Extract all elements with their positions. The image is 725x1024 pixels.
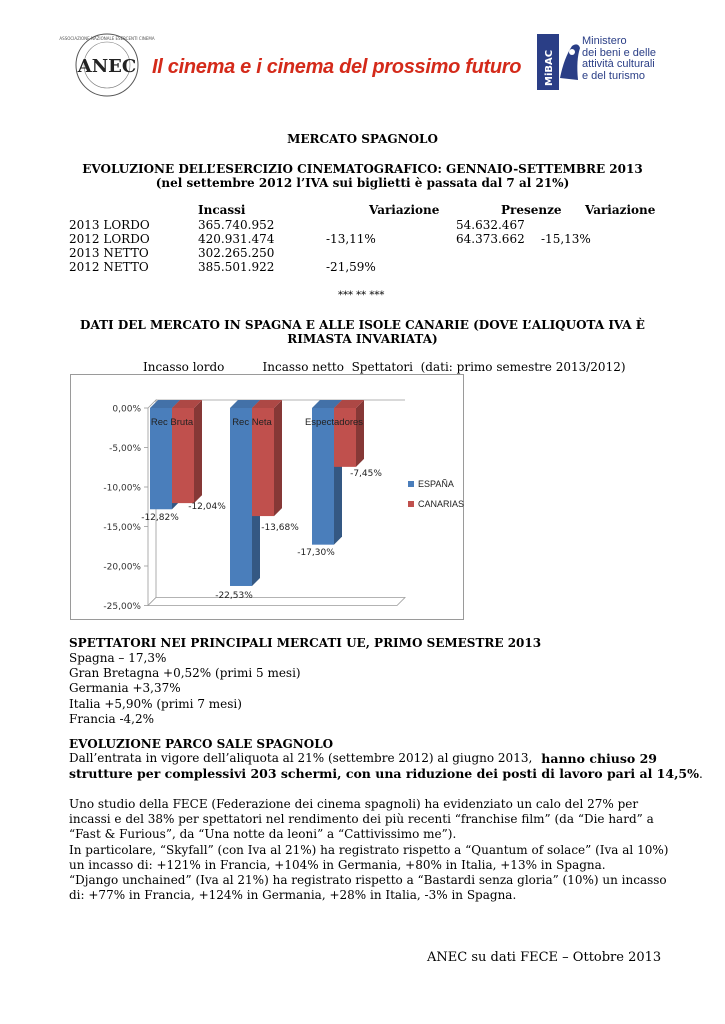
section4-paragraph-1 bbox=[69, 751, 703, 782]
row-label: 2013 LORDO bbox=[69, 218, 150, 232]
paragraph-bold-text-2: strutture per complessivi 203 schermi, con una riduzione dei posti di lavoro pari al 14,5% bbox=[69, 766, 699, 782]
doc-title: MERCATO SPAGNOLO bbox=[287, 132, 438, 146]
category-label: Espectadores bbox=[304, 417, 364, 428]
paragraph-line: incassi e del 38% per spettatori nel rendimento dei più recenti “franchise film” (da “Die hard” a bbox=[69, 812, 654, 827]
col-header-variazione-1: Variazione bbox=[369, 203, 440, 217]
col-header-incassi: Incassi bbox=[198, 203, 246, 217]
section3-list bbox=[69, 651, 301, 727]
bar-chart bbox=[70, 374, 464, 620]
doc-subtitle-1: EVOLUZIONE DELL’ESERCIZIO CINEMATOGRAFICO: GENNAIO-SETTEMBRE 2013 bbox=[82, 162, 643, 176]
row-variazione-1: -13,11% bbox=[326, 232, 376, 246]
bar-side-canarias-0 bbox=[194, 400, 202, 503]
row-presenze: 64.373.662 bbox=[456, 232, 525, 246]
row-incassi: 420.931.474 bbox=[198, 232, 275, 246]
paragraph-text: Dall’entrata in vigore dell’aliquota al 21% (settembre 2012) al giugno 2013, bbox=[69, 751, 533, 765]
chart-floor bbox=[148, 598, 405, 606]
y-tick-label: 0,00% bbox=[112, 404, 141, 415]
anec-logo bbox=[59, 30, 155, 100]
data-label: -22,53% bbox=[215, 591, 253, 601]
legend-label-canarias: CANARIAS bbox=[418, 499, 465, 509]
row-presenze: 54.632.467 bbox=[456, 218, 525, 232]
row-incassi: 365.740.952 bbox=[198, 218, 275, 232]
bar-side-canarias-1 bbox=[274, 400, 282, 516]
paragraph-line: Uno studio della FECE (Federazione dei cinema spagnoli) ha evidenziato un calo del 27% per bbox=[69, 797, 639, 811]
list-item: Spagna – 17,3% bbox=[69, 651, 167, 665]
ministero-line-2: dei beni e delle bbox=[582, 46, 657, 59]
section2-title-line-2: RIMASTA INVARIATA) bbox=[287, 332, 438, 346]
mibac-logo-text: MiBAC bbox=[544, 49, 555, 86]
anec-logo-letters: ANEC bbox=[77, 56, 137, 77]
y-tick-label: -25,00% bbox=[103, 602, 141, 612]
anec-logo-ring-text: ASSOCIAZIONE NAZIONALE ESERCENTI CINEMA bbox=[59, 36, 155, 41]
row-variazione-1: -21,59% bbox=[326, 260, 376, 274]
paragraph-period: . bbox=[699, 767, 703, 782]
row-label: 2012 LORDO bbox=[69, 232, 150, 246]
data-label: -13,68% bbox=[261, 523, 299, 533]
data-label: -17,30% bbox=[297, 548, 335, 558]
paragraph-line: In particolare, “Skyfall” (con Iva al 21%) ha registrato rispetto a “Quantum of solace” (Iva al 10%) bbox=[69, 842, 669, 857]
ministero-line-4: e del turismo bbox=[582, 69, 645, 82]
row-label: 2013 NETTO bbox=[69, 246, 149, 260]
section3-title: SPETTATORI NEI PRINCIPALI MERCATI UE, PRIMO SEMESTRE 2013 bbox=[69, 636, 542, 650]
footer-source: ANEC su dati FECE – Ottobre 2013 bbox=[427, 950, 662, 965]
y-tick-label: -15,00% bbox=[103, 523, 141, 533]
ministero-text bbox=[582, 36, 656, 82]
category-label: Rec Neta bbox=[232, 417, 272, 428]
paragraph-line: “Fast & Furious”, da “Una notte da leoni” a “Cattivissimo me”). bbox=[69, 827, 457, 842]
row-label: 2012 NETTO bbox=[69, 260, 149, 274]
list-item: Germania +3,37% bbox=[69, 681, 181, 696]
bar-españa-1 bbox=[230, 408, 252, 586]
doc-subtitle-2: (nel settembre 2012 l’IVA sui biglietti è passata dal 7 al 21%) bbox=[155, 176, 570, 190]
data-label: -12,04% bbox=[188, 502, 226, 512]
legend-swatch-españa bbox=[408, 481, 414, 487]
category-label: Rec Bruta bbox=[150, 417, 194, 428]
paragraph-line: “Django unchained” (Iva al 21%) ha registrato rispetto a “Bastardi senza gloria” (10%) un incasso bbox=[69, 873, 667, 888]
data-label: -12,82% bbox=[141, 513, 179, 523]
section2-title-line-1: DATI DEL MERCATO IN SPAGNA E ALLE ISOLE CANARIE (DOVE L’ALIQUOTA IVA È bbox=[80, 318, 645, 332]
list-item: Italia +5,90% (primi 7 mesi) bbox=[69, 696, 242, 711]
row-variazione-2: -15,13% bbox=[541, 232, 591, 246]
paragraph-bold-text: hanno chiuso 29 bbox=[541, 751, 657, 766]
y-tick-label: -20,00% bbox=[103, 562, 141, 573]
y-tick-label: -5,00% bbox=[109, 444, 141, 454]
section4-paragraph-2 bbox=[69, 797, 669, 903]
paragraph-line: di: +77% in Francia, +124% in Germania, +28% in Italia, -3% in Spagna. bbox=[69, 888, 517, 903]
mibac-logo bbox=[537, 34, 559, 90]
col-header-variazione-2: Variazione bbox=[585, 203, 656, 217]
chart-caption: Incasso lordo Incasso netto Spettatori (dati: primo semestre 2013/2012) bbox=[143, 360, 626, 374]
data-label: -7,45% bbox=[350, 469, 382, 479]
row-incassi: 385.501.922 bbox=[198, 260, 275, 274]
bar-side-canarias-2 bbox=[356, 400, 364, 467]
paragraph-line: un incasso di: +121% in Francia, +104% in Germania, +80% in Italia, +13% in Spagna. bbox=[69, 857, 606, 872]
ministero-line-3: attività culturali bbox=[582, 58, 655, 70]
y-tick-label: -10,00% bbox=[103, 483, 141, 494]
row-incassi: 302.265.250 bbox=[198, 246, 275, 260]
list-item: Francia -4,2% bbox=[69, 711, 155, 726]
mibac-emblem-icon bbox=[558, 38, 582, 86]
bar-españa-2 bbox=[312, 408, 334, 545]
legend-label-españa: ESPAÑA bbox=[418, 479, 454, 489]
legend-swatch-canarias bbox=[408, 501, 414, 507]
section4-title: EVOLUZIONE PARCO SALE SPAGNOLO bbox=[69, 737, 334, 751]
col-header-presenze: Presenze bbox=[501, 203, 562, 217]
tagline: Il cinema e i cinema del prossimo futuro bbox=[152, 56, 522, 78]
separator: *** ** *** bbox=[338, 290, 385, 301]
ministero-line-1: Ministero bbox=[582, 35, 627, 47]
list-item: Gran Bretagna +0,52% (primi 5 mesi) bbox=[69, 666, 301, 681]
